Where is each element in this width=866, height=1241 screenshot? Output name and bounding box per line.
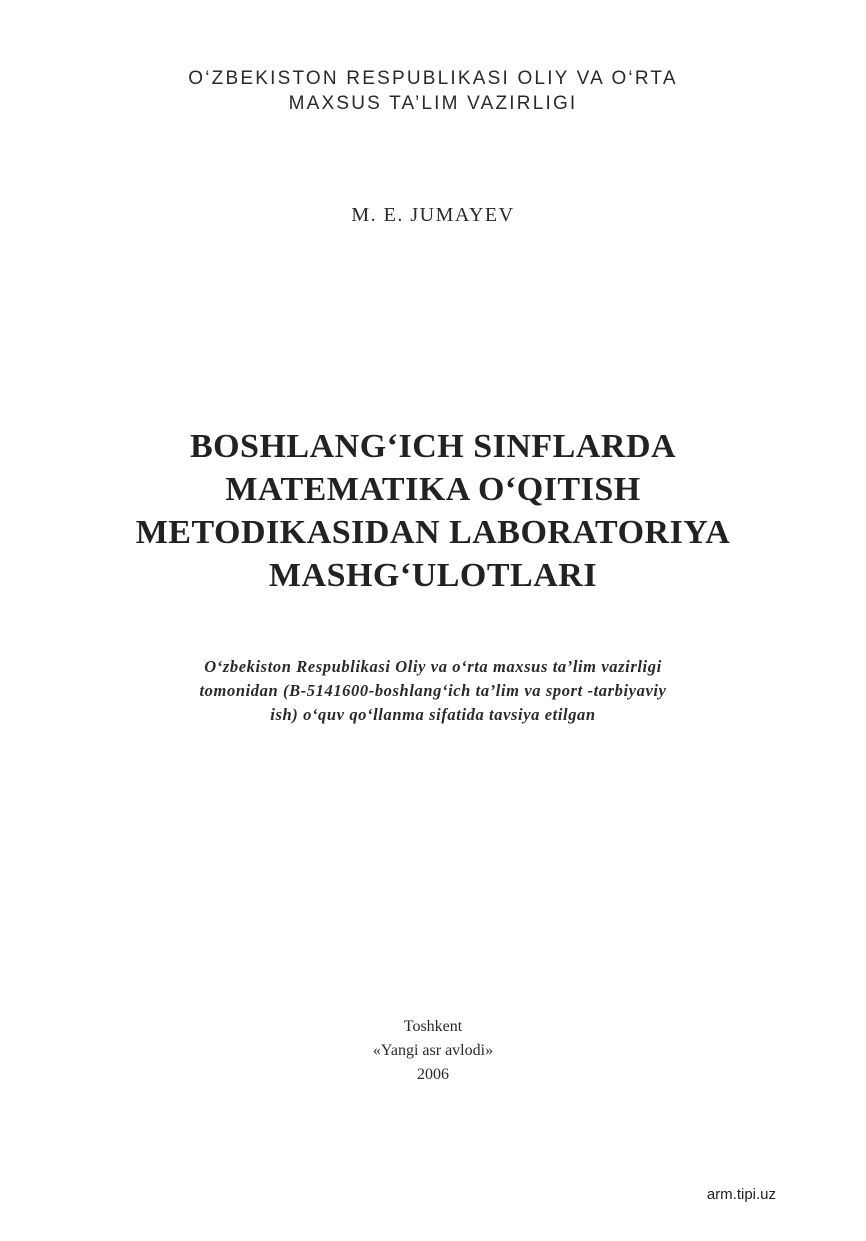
- approval-note: [0, 655, 866, 727]
- watermark-link[interactable]: arm.tipi.uz: [706, 1186, 776, 1203]
- book-title: [0, 425, 866, 597]
- title-line-4: MASHG‘ULOTLARI: [268, 557, 598, 594]
- imprint: [0, 1015, 866, 1087]
- title-line-3: METODIKASIDAN LABORATORIYA: [135, 514, 731, 551]
- imprint-city: Toshkent: [403, 1018, 463, 1035]
- ministry-header: [0, 66, 866, 116]
- approval-line-3: ish) o‘quv qo‘llanma sifatida tavsiya etilgan: [270, 705, 596, 724]
- author-name: M. E. JUMAYEV: [351, 204, 515, 226]
- imprint-year: 2006: [417, 1066, 449, 1083]
- imprint-publisher: «Yangi asr avlodi»: [372, 1042, 494, 1059]
- ministry-line-2: MAXSUS TA’LIM VAZIRLIGI: [288, 93, 578, 114]
- ministry-line-1: O‘ZBEKISTON RESPUBLIKASI OLIY VA O‘RTA: [188, 68, 678, 89]
- title-line-2: MATEMATIKA O‘QITISH: [225, 471, 641, 508]
- title-line-1: BOSHLANG‘ICH SINFLARDA: [189, 428, 677, 465]
- approval-line-2: tomonidan (B-5141600-boshlang‘ich ta’lim va sport -tarbiyaviy: [199, 681, 667, 700]
- approval-line-1: O‘zbekiston Respublikasi Oliy va o‘rta maxsus ta’lim vazirligi: [204, 657, 662, 676]
